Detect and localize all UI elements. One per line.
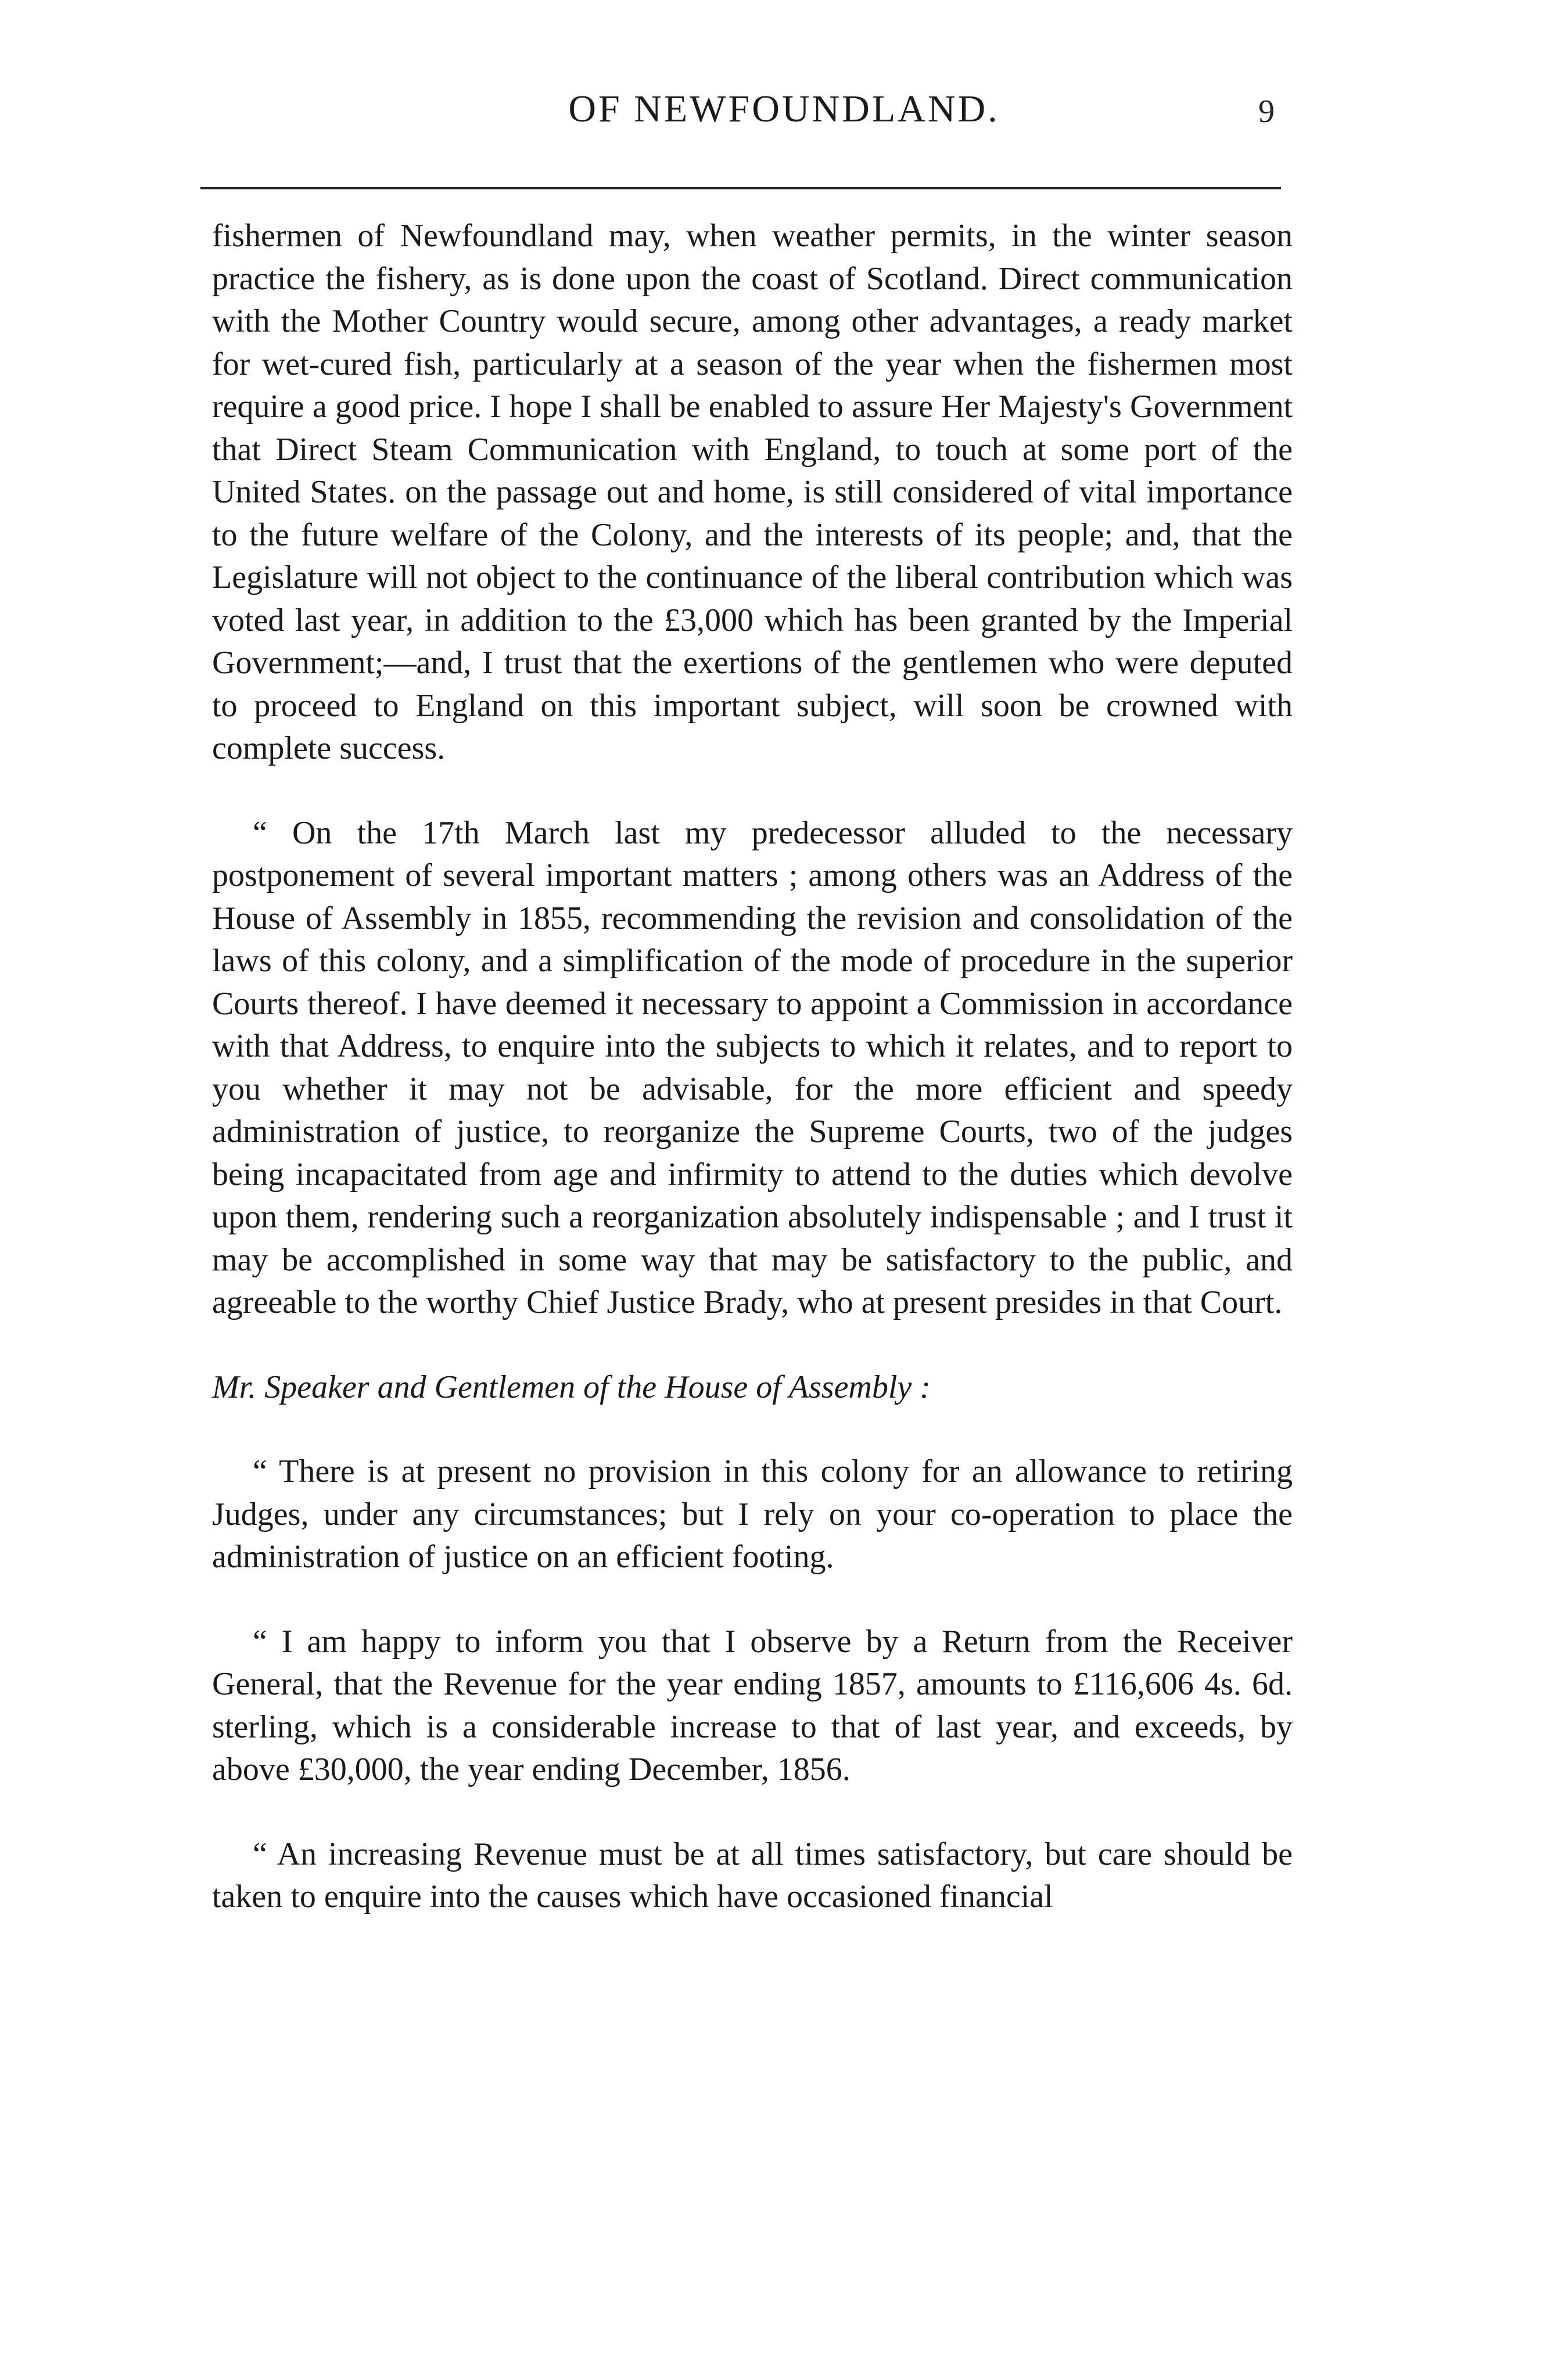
paragraph-3: “ There is at present no provision in this colony for an allowance to retiring Judges, under any circumstances; but I rely on your co-operation to place the administration of justice on an efficient footing. [212,1453,1293,1575]
page-number: 9 [1258,94,1275,130]
paragraph-1: fishermen of Newfoundland may, when weather permits, in the winter season practice the fishery, as is done upon the coast of Scotland. Direct communication with the Mother Country would secure, among other advantages, a ready market for wet-cured fish, particularly at a season of the year when the fishermen most require a good price. I hope I shall be enabled to assure Her Majesty's Government that Direct Steam Communication with England, to touch at some port of the United States. on the passage out and home, is still considered of vital importance to the future welfare of the Colony, and the interests of its people; and, that the Legislature will not object to the continuance of the liberal contribution which was voted last year, in addition to the £3,000 which has been granted by the Imperial Government;—and, I trust that the exertions of the gentlemen who were deputed to proceed to England on this important subject, will soon be crowned with complete success. [212,218,1293,766]
body-text [212,215,1293,1961]
address-heading: Mr. Speaker and Gentlemen of the House of Assembly : [212,1369,931,1405]
paragraph-4: “ I am happy to inform you that I observe by a Return from the Receiver General, that the Revenue for the year ending 1857, amounts to £116,606 4s. 6d. sterling, which is a considerable increase to that of last year, and exceeds, by above £30,000, the year ending December, 1856. [212,1623,1293,1787]
paragraph-5: “ An increasing Revenue must be at all times satisfactory, but care should be taken to enquire into the causes which have occasioned financial [212,1836,1293,1915]
running-head [0,87,1568,139]
paragraph-2: “ On the 17th March last my predecessor alluded to the necessary postponement of several important matters ; among others was an Address of the House of Assembly in 1855, recommending the revision and consolidation of the laws of this colony, and a simplification of the mode of procedure in the superior Courts thereof. I have deemed it necessary to appoint a Commission in accordance with that Address, to enquire into the subjects to which it relates, and to report to you whether it may not be advisable, for the more efficient and speedy administration of justice, to reorganize the Supreme Courts, two of the judges being incapacitated from age and infirmity to attend to the duties which devolve upon them, rendering such a reorganization absolutely indispensable ; and I trust it may be accomplished in some way that may be satisfactory to the public, and agreeable to the worthy Chief Justice Brady, who at present presides in that Court. [212,814,1293,1320]
header-rule [200,187,1281,189]
running-title: OF NEWFOUNDLAND. [568,88,1000,130]
